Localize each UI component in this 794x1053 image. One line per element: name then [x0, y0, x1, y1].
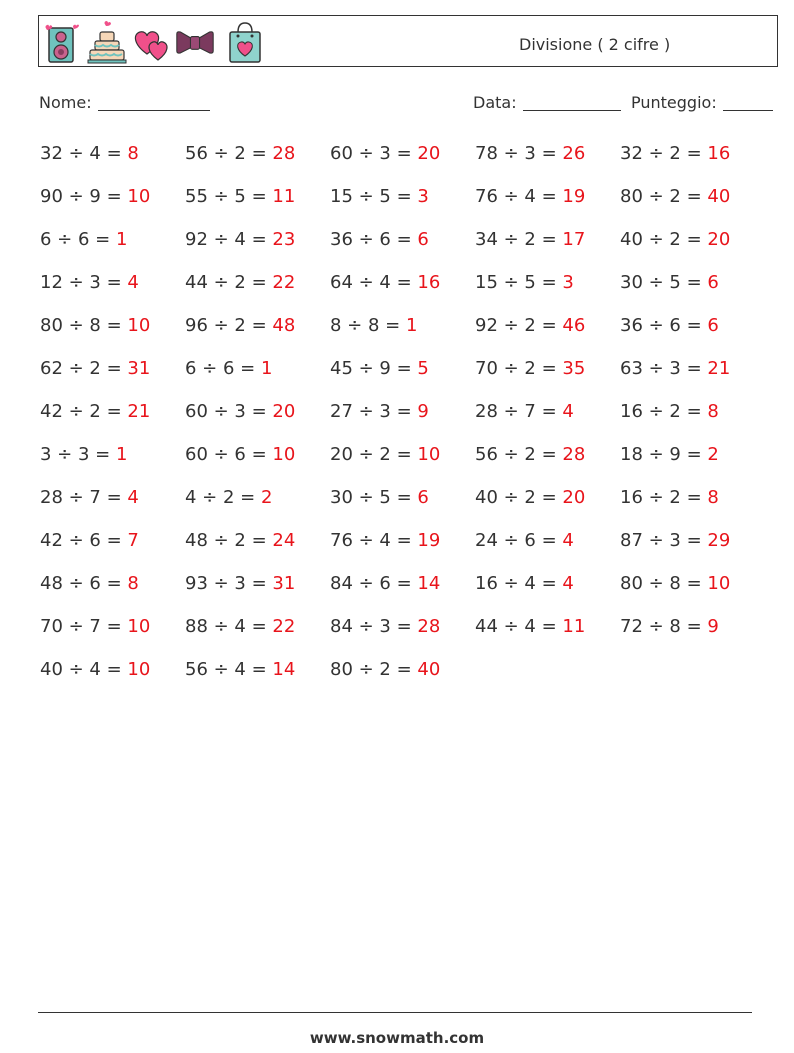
problem-answer: 9	[707, 616, 719, 637]
problem-answer: 10	[417, 444, 441, 465]
problem-item	[475, 186, 585, 207]
problem-item	[330, 143, 440, 164]
problem-question: 56 ÷ 4 =	[185, 659, 273, 680]
problem-answer: 46	[562, 315, 586, 336]
problem-answer: 20	[417, 143, 441, 164]
problem-item	[475, 272, 574, 293]
problem-question: 62 ÷ 2 =	[40, 358, 128, 379]
problem-item	[40, 530, 139, 551]
problem-answer: 40	[417, 659, 441, 680]
problem-answer: 3	[562, 272, 574, 293]
problem-item	[475, 573, 574, 594]
problem-item	[40, 616, 150, 637]
problem-item	[475, 616, 585, 637]
problem-question: 70 ÷ 7 =	[40, 616, 128, 637]
problem-question: 60 ÷ 3 =	[185, 401, 273, 422]
problem-item	[620, 186, 730, 207]
gift-bag-icon	[225, 20, 265, 64]
problem-question: 87 ÷ 3 =	[620, 530, 708, 551]
problem-question: 8 ÷ 8 =	[330, 315, 406, 336]
problem-item	[475, 444, 585, 465]
problem-answer: 2	[260, 487, 273, 508]
problem-answer: 20	[562, 487, 586, 508]
problem-question: 80 ÷ 8 =	[40, 315, 128, 336]
problem-answer: 28	[272, 143, 296, 164]
problem-item	[330, 358, 429, 379]
problem-question: 36 ÷ 6 =	[330, 229, 418, 250]
problem-item	[475, 530, 574, 551]
problem-answer: 1	[260, 358, 273, 379]
problem-item	[475, 315, 585, 336]
problem-item	[330, 487, 429, 508]
problem-answer: 28	[562, 444, 586, 465]
problem-question: 44 ÷ 4 =	[475, 616, 563, 637]
problem-item	[330, 659, 440, 680]
problem-question: 84 ÷ 3 =	[330, 616, 418, 637]
problem-question: 27 ÷ 3 =	[330, 401, 418, 422]
problem-answer: 10	[127, 616, 151, 637]
problem-question: 48 ÷ 2 =	[185, 530, 273, 551]
problem-question: 3 ÷ 3 =	[40, 444, 116, 465]
problem-question: 16 ÷ 2 =	[620, 487, 708, 508]
problem-question: 42 ÷ 2 =	[40, 401, 128, 422]
problem-question: 63 ÷ 3 =	[620, 358, 708, 379]
problem-question: 32 ÷ 2 =	[620, 143, 708, 164]
problem-answer: 40	[707, 186, 731, 207]
problem-answer: 22	[272, 616, 296, 637]
problem-question: 30 ÷ 5 =	[330, 487, 418, 508]
date-field	[473, 93, 621, 112]
problem-item	[330, 444, 440, 465]
problem-question: 78 ÷ 3 =	[475, 143, 563, 164]
problem-question: 18 ÷ 9 =	[620, 444, 708, 465]
date-label: Data:	[473, 93, 517, 112]
problem-question: 28 ÷ 7 =	[475, 401, 563, 422]
problem-question: 16 ÷ 2 =	[620, 401, 708, 422]
problem-item	[185, 401, 295, 422]
problem-answer: 1	[405, 315, 418, 336]
problem-item	[40, 143, 139, 164]
problem-answer: 29	[707, 530, 731, 551]
speaker-icon	[43, 20, 83, 64]
problem-answer: 4	[127, 272, 139, 293]
problem-item	[185, 530, 295, 551]
problem-item	[475, 487, 585, 508]
problem-item	[330, 229, 429, 250]
problem-item	[330, 401, 429, 422]
problem-question: 93 ÷ 3 =	[185, 573, 273, 594]
problem-item	[185, 616, 295, 637]
problem-answer: 9	[417, 401, 429, 422]
problem-answer: 28	[417, 616, 441, 637]
problem-question: 84 ÷ 6 =	[330, 573, 418, 594]
name-field	[39, 93, 210, 112]
problem-item	[40, 573, 139, 594]
problem-question: 92 ÷ 4 =	[185, 229, 273, 250]
problem-item	[185, 315, 295, 336]
problem-item	[620, 229, 730, 250]
problem-answer: 4	[562, 573, 574, 594]
hearts-icon	[131, 20, 171, 64]
problem-question: 80 ÷ 2 =	[330, 659, 418, 680]
problem-question: 4 ÷ 2 =	[185, 487, 261, 508]
problem-answer: 26	[562, 143, 586, 164]
problem-answer: 19	[417, 530, 441, 551]
problem-answer: 3	[417, 186, 429, 207]
problem-question: 80 ÷ 8 =	[620, 573, 708, 594]
problem-question: 72 ÷ 8 =	[620, 616, 708, 637]
problem-answer: 22	[272, 272, 296, 293]
problem-answer: 4	[127, 487, 139, 508]
problem-answer: 11	[562, 616, 586, 637]
problem-answer: 10	[707, 573, 731, 594]
problem-question: 56 ÷ 2 =	[475, 444, 563, 465]
date-blank[interactable]	[523, 94, 621, 111]
problem-question: 24 ÷ 6 =	[475, 530, 563, 551]
problem-question: 40 ÷ 2 =	[475, 487, 563, 508]
problem-item	[620, 530, 730, 551]
problem-question: 70 ÷ 2 =	[475, 358, 563, 379]
name-label: Nome:	[39, 93, 92, 112]
problem-item	[330, 315, 417, 336]
problem-question: 92 ÷ 2 =	[475, 315, 563, 336]
problem-answer: 10	[127, 659, 151, 680]
problem-item	[330, 616, 440, 637]
problem-item	[185, 659, 295, 680]
problem-answer: 31	[272, 573, 296, 594]
problem-item	[185, 143, 295, 164]
problem-item	[40, 186, 150, 207]
problem-item	[40, 358, 150, 379]
problem-answer: 8	[707, 401, 719, 422]
problem-answer: 5	[417, 358, 429, 379]
problem-question: 30 ÷ 5 =	[620, 272, 708, 293]
problem-item	[185, 573, 295, 594]
score-field	[631, 93, 773, 112]
problem-question: 90 ÷ 9 =	[40, 186, 128, 207]
problem-item	[185, 487, 272, 508]
problem-answer: 24	[272, 530, 296, 551]
problem-answer: 21	[127, 401, 151, 422]
problem-question: 15 ÷ 5 =	[475, 272, 563, 293]
problem-answer: 16	[707, 143, 731, 164]
problem-question: 44 ÷ 2 =	[185, 272, 273, 293]
problem-item	[40, 315, 150, 336]
problem-item	[185, 444, 295, 465]
problem-answer: 14	[272, 659, 296, 680]
problem-answer: 17	[562, 229, 586, 250]
problem-answer: 14	[417, 573, 441, 594]
problem-item	[620, 358, 730, 379]
problem-item	[40, 487, 139, 508]
problem-answer: 10	[272, 444, 296, 465]
problem-question: 20 ÷ 2 =	[330, 444, 418, 465]
problem-item	[330, 573, 440, 594]
problem-answer: 21	[707, 358, 731, 379]
problem-answer: 1	[115, 444, 128, 465]
problem-answer: 4	[562, 530, 574, 551]
problem-question: 80 ÷ 2 =	[620, 186, 708, 207]
problem-item	[185, 186, 295, 207]
problem-question: 36 ÷ 6 =	[620, 315, 708, 336]
problem-answer: 10	[127, 315, 151, 336]
problem-question: 76 ÷ 4 =	[475, 186, 563, 207]
bow-tie-icon	[175, 20, 215, 64]
problem-answer: 6	[417, 229, 429, 250]
problem-answer: 8	[127, 143, 139, 164]
problem-question: 48 ÷ 6 =	[40, 573, 128, 594]
problem-item	[40, 272, 139, 293]
problem-item	[620, 444, 719, 465]
problem-question: 45 ÷ 9 =	[330, 358, 418, 379]
problem-question: 96 ÷ 2 =	[185, 315, 273, 336]
problem-item	[330, 272, 440, 293]
problem-question: 55 ÷ 5 =	[185, 186, 273, 207]
problem-answer: 7	[127, 530, 139, 551]
problem-answer: 4	[562, 401, 574, 422]
problem-question: 28 ÷ 7 =	[40, 487, 128, 508]
problem-question: 16 ÷ 4 =	[475, 573, 563, 594]
problem-item	[475, 143, 585, 164]
footer-website: www.snowmath.com	[309, 1029, 485, 1047]
problem-question: 60 ÷ 3 =	[330, 143, 418, 164]
problem-question: 88 ÷ 4 =	[185, 616, 273, 637]
problem-question: 34 ÷ 2 =	[475, 229, 563, 250]
problem-answer: 20	[272, 401, 296, 422]
problem-item	[330, 530, 440, 551]
problem-item	[185, 229, 295, 250]
problem-answer: 31	[127, 358, 151, 379]
problem-answer: 8	[127, 573, 139, 594]
problem-question: 56 ÷ 2 =	[185, 143, 273, 164]
problem-question: 32 ÷ 4 =	[40, 143, 128, 164]
problem-item	[185, 358, 272, 379]
problem-answer: 11	[272, 186, 296, 207]
problem-item	[475, 358, 585, 379]
problem-item	[40, 444, 127, 465]
problem-item	[620, 487, 719, 508]
problem-answer: 10	[127, 186, 151, 207]
problem-item	[475, 229, 585, 250]
problem-question: 60 ÷ 6 =	[185, 444, 273, 465]
problem-answer: 19	[562, 186, 586, 207]
problem-question: 64 ÷ 4 =	[330, 272, 418, 293]
problem-question: 15 ÷ 5 =	[330, 186, 418, 207]
problem-item	[620, 143, 730, 164]
problem-item	[40, 401, 150, 422]
problem-answer: 6	[707, 315, 719, 336]
problem-answer: 8	[707, 487, 719, 508]
worksheet-title: Divisione ( 2 cifre )	[519, 35, 671, 54]
cake-icon	[87, 20, 127, 64]
problem-item	[40, 229, 127, 250]
problem-item	[620, 573, 730, 594]
problem-item	[185, 272, 295, 293]
problem-question: 6 ÷ 6 =	[185, 358, 261, 379]
problem-item	[620, 616, 719, 637]
problem-item	[475, 401, 574, 422]
problem-answer: 23	[272, 229, 296, 250]
problem-answer: 16	[417, 272, 441, 293]
problem-question: 42 ÷ 6 =	[40, 530, 128, 551]
problem-answer: 6	[707, 272, 719, 293]
problem-question: 12 ÷ 3 =	[40, 272, 128, 293]
problem-answer: 20	[707, 229, 731, 250]
problem-item	[40, 659, 150, 680]
problem-answer: 1	[115, 229, 128, 250]
problem-question: 76 ÷ 4 =	[330, 530, 418, 551]
problem-item	[620, 315, 719, 336]
problem-question: 40 ÷ 2 =	[620, 229, 708, 250]
score-label: Punteggio:	[631, 93, 717, 112]
worksheet-header	[38, 15, 778, 67]
problem-answer: 48	[272, 315, 296, 336]
problem-answer: 35	[562, 358, 586, 379]
name-blank[interactable]	[98, 94, 210, 111]
problem-question: 40 ÷ 4 =	[40, 659, 128, 680]
problem-item	[330, 186, 429, 207]
problem-answer: 6	[417, 487, 429, 508]
score-blank[interactable]	[723, 94, 773, 111]
problem-answer: 2	[707, 444, 719, 465]
problem-question: 6 ÷ 6 =	[40, 229, 116, 250]
problem-item	[620, 401, 719, 422]
problem-item	[620, 272, 719, 293]
footer-divider	[38, 1012, 752, 1013]
